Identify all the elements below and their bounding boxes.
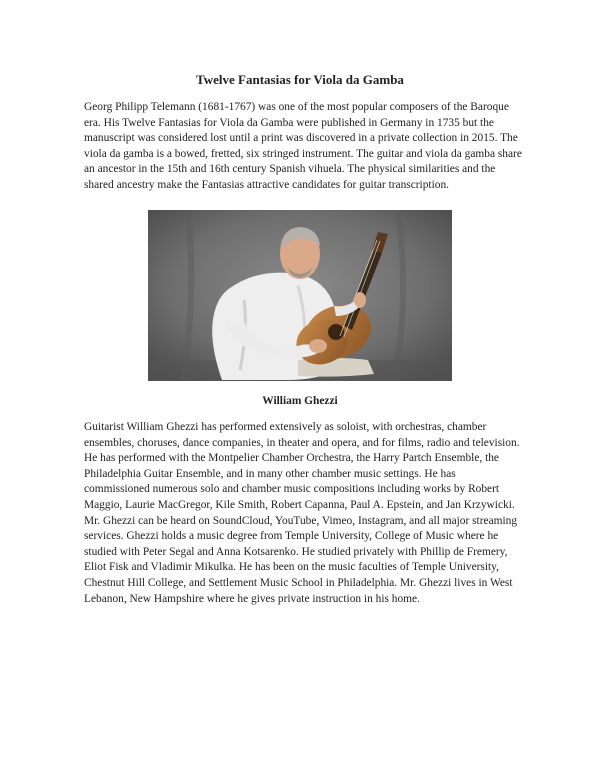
photo-caption: William Ghezzi (262, 395, 338, 407)
guitarist-photo (148, 210, 452, 381)
bio-paragraph: Guitarist William Ghezzi has performed extensively as soloist, with orchestras, chamber ensembles, choruses, dance companies, in theater and opera, and for films, radio and television. He has performed with the Montpelier Chamber Orchestra, the Harry Partch Ensemble, the Philadelphia Guitar Ensemble, and in many other chamber music settings. He has commissioned numerous solo and chamber music compositions including works by Robert Maggio, Laurie MacGregor, Kile Smith, Robert Capanna, Paul A. Epstein, and Jan Krzywicki. Mr. Ghezzi can be heard on SoundCloud, YouTube, Vimeo, Instagram, and all major streaming services. Ghezzi holds a music degree from Temple University, College of Music where he studied with Peter Segal and Anna Kotsarenko. He studied privately with Phillip de Fremery, Eliot Fisk and Vladimir Mikulka. He has been on the music faculties of Temple University, Chestnut Hill College, and Settlement Music School in Philadelphia. Mr. Ghezzi lives in West Lebanon, New Hampshire where he gives private instruction in his home. (84, 421, 520, 605)
intro-paragraph: Georg Philipp Telemann (1681-1767) was one of the most popular composers of the Baroque era. His Twelve Fantasias for Viola da Gamba were published in Germany in 1735 but the manuscript was considered lost until a print was discovered in a private collection in 2015. The viola da gamba is a bowed, fretted, six stringed instrument. The guitar and viola da gamba share an ancestor in the 15th and 16th century Spanish vihuela. The physical similarities and the shared ancestry make the Fantasias attractive candidates for guitar transcription. (84, 101, 522, 191)
page-title: Twelve Fantasias for Viola da Gamba (196, 72, 404, 87)
